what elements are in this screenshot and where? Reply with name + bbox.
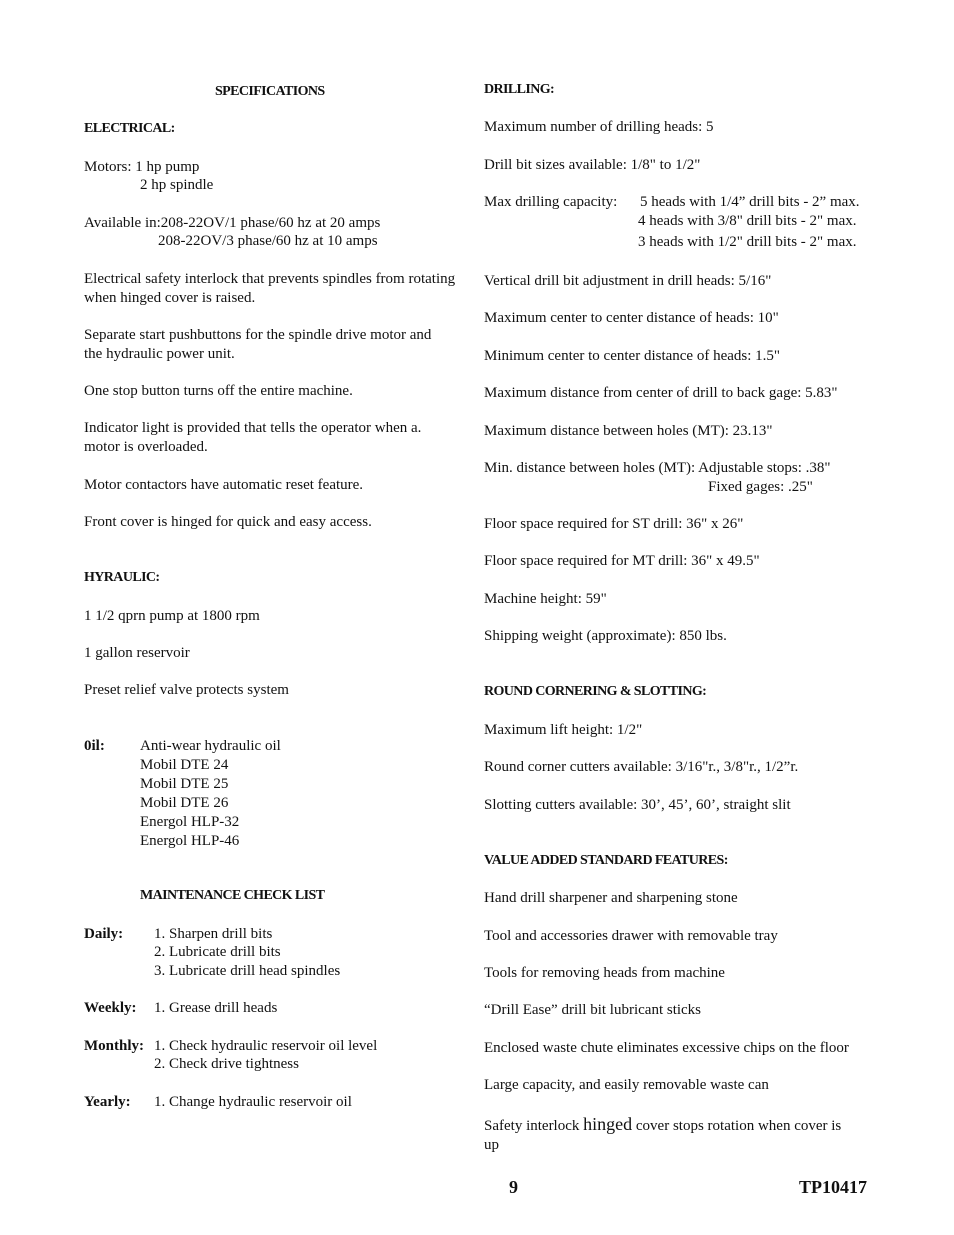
page-number: 9 <box>509 1177 518 1197</box>
waste-chute-text: Enclosed waste chute eliminates excessive chips on the floor <box>484 1040 849 1056</box>
contactors-text: Motor contactors have automatic reset feature. <box>84 477 364 493</box>
maintenance-title: MAINTENANCE CHECK LIST <box>140 888 325 903</box>
corner-cutters-text: Round corner cutters available: 3/16"r., 3/8"r., 1/2”r. <box>484 759 799 775</box>
max-center-text: Maximum center to center distance of heads: 10" <box>484 310 779 326</box>
oil-item: Mobil DTE 26 <box>140 795 229 811</box>
specifications-title: SPECIFICATIONS <box>215 84 325 99</box>
document-id: TP10417 <box>799 1177 868 1197</box>
pump-text: 1 1/2 qprn pump at 1800 rpm <box>84 608 260 624</box>
reservoir-text: 1 gallon reservoir <box>84 645 190 661</box>
min-holes-line-2: Fixed gages: .25" <box>708 479 813 495</box>
floor-st-text: Floor space required for ST drill: 36" x 26" <box>484 516 744 532</box>
waste-can-text: Large capacity, and easily removable waste can <box>484 1077 769 1093</box>
electrical-heading: ELECTRICAL: <box>84 121 175 136</box>
indicator-line-2: motor is overloaded. <box>84 439 208 455</box>
daily-item: 3. Lubricate drill head spindles <box>154 963 341 979</box>
capacity-line-2: 4 heads with 3/8" drill bits - 2" max. <box>638 213 857 229</box>
drilling-heading: DRILLING: <box>484 82 555 97</box>
motors-line-2: 2 hp spindle <box>140 177 214 193</box>
monthly-label: Monthly: <box>84 1038 144 1054</box>
drill-ease-text: “Drill Ease” drill bit lubricant sticks <box>484 1002 702 1018</box>
min-center-text: Minimum center to center distance of heads: 1.5" <box>484 348 781 364</box>
indicator-line-1: Indicator light is provided that tells the operator when a. <box>84 420 422 436</box>
tools-text: Tools for removing heads from machine <box>484 965 725 981</box>
back-gage-text: Maximum distance from center of drill to back gage: 5.83" <box>484 385 838 401</box>
machine-height-text: Machine height: 59" <box>484 591 607 607</box>
bit-sizes-text: Drill bit sizes available: 1/8" to 1/2" <box>484 157 701 173</box>
interlock-line-1: Electrical safety interlock that prevents spindles from rotating <box>84 271 456 287</box>
safety-interlock-text-a: Safety interlock <box>484 1118 584 1134</box>
safety-interlock-line-2: up <box>484 1137 499 1153</box>
min-holes-line-1: Min. distance between holes (MT): Adjustable stops: .38" <box>484 460 831 476</box>
weekly-label: Weekly: <box>84 1000 137 1016</box>
yearly-label: Yearly: <box>84 1094 131 1110</box>
oil-item: Energol HLP-32 <box>140 814 240 830</box>
shipping-weight-text: Shipping weight (approximate): 850 lbs. <box>484 628 727 644</box>
max-heads-text: Maximum number of drilling heads: 5 <box>484 119 714 135</box>
capacity-label: Max drilling capacity: <box>484 194 618 210</box>
drawer-text: Tool and accessories drawer with removable tray <box>484 928 778 944</box>
interlock-line-2: when hinged cover is raised. <box>84 290 256 306</box>
relief-valve-text: Preset relief valve protects system <box>84 682 289 698</box>
oil-item: Mobil DTE 24 <box>140 757 229 773</box>
front-cover-text: Front cover is hinged for quick and easy access. <box>84 514 372 530</box>
lift-height-text: Maximum lift height: 1/2" <box>484 722 643 738</box>
weekly-item: 1. Grease drill heads <box>154 1000 278 1016</box>
daily-item: 1. Sharpen drill bits <box>154 926 273 942</box>
vertical-adjust-text: Vertical drill bit adjustment in drill heads: 5/16" <box>484 273 772 289</box>
safety-interlock-line-1 <box>484 1115 841 1136</box>
monthly-item: 1. Check hydraulic reservoir oil level <box>154 1038 378 1054</box>
available-line-1: Available in:208-22OV/1 phase/60 hz at 20 amps <box>84 215 381 231</box>
capacity-line-1: 5 heads with 1/4” drill bits - 2” max. <box>640 194 860 210</box>
hinged-word: hinged <box>583 1114 633 1134</box>
monthly-item: 2. Check drive tightness <box>154 1056 299 1072</box>
pushbuttons-line-2: the hydraulic power unit. <box>84 346 235 362</box>
daily-item: 2. Lubricate drill bits <box>154 944 281 960</box>
hydraulic-heading: HYRAULIC: <box>84 570 160 585</box>
stop-button-text: One stop button turns off the entire machine. <box>84 383 353 399</box>
motors-line-1: Motors: 1 hp pump <box>84 159 200 175</box>
floor-mt-text: Floor space required for MT drill: 36" x 49.5" <box>484 553 760 569</box>
slot-cutters-text: Slotting cutters available: 30’, 45’, 60’, straight slit <box>484 797 791 813</box>
yearly-item: 1. Change hydraulic reservoir oil <box>154 1094 352 1110</box>
oil-item: Energol HLP-46 <box>140 833 240 849</box>
features-heading: VALUE ADDED STANDARD FEATURES: <box>484 853 728 868</box>
oil-item: Mobil DTE 25 <box>140 776 229 792</box>
cornering-heading: ROUND CORNERING & SLOTTING: <box>484 684 707 699</box>
capacity-line-3: 3 heads with 1/2" drill bits - 2" max. <box>638 234 857 250</box>
oil-item: Anti-wear hydraulic oil <box>140 738 281 754</box>
oil-label: 0il: <box>84 738 105 754</box>
available-line-2: 208-22OV/3 phase/60 hz at 10 amps <box>158 233 378 249</box>
daily-label: Daily: <box>84 926 124 942</box>
safety-interlock-text-c: cover stops rotation when cover is <box>632 1118 842 1134</box>
pushbuttons-line-1: Separate start pushbuttons for the spindle drive motor and <box>84 327 432 343</box>
max-holes-text: Maximum distance between holes (MT): 23.13" <box>484 423 773 439</box>
sharpener-text: Hand drill sharpener and sharpening stone <box>484 890 738 906</box>
